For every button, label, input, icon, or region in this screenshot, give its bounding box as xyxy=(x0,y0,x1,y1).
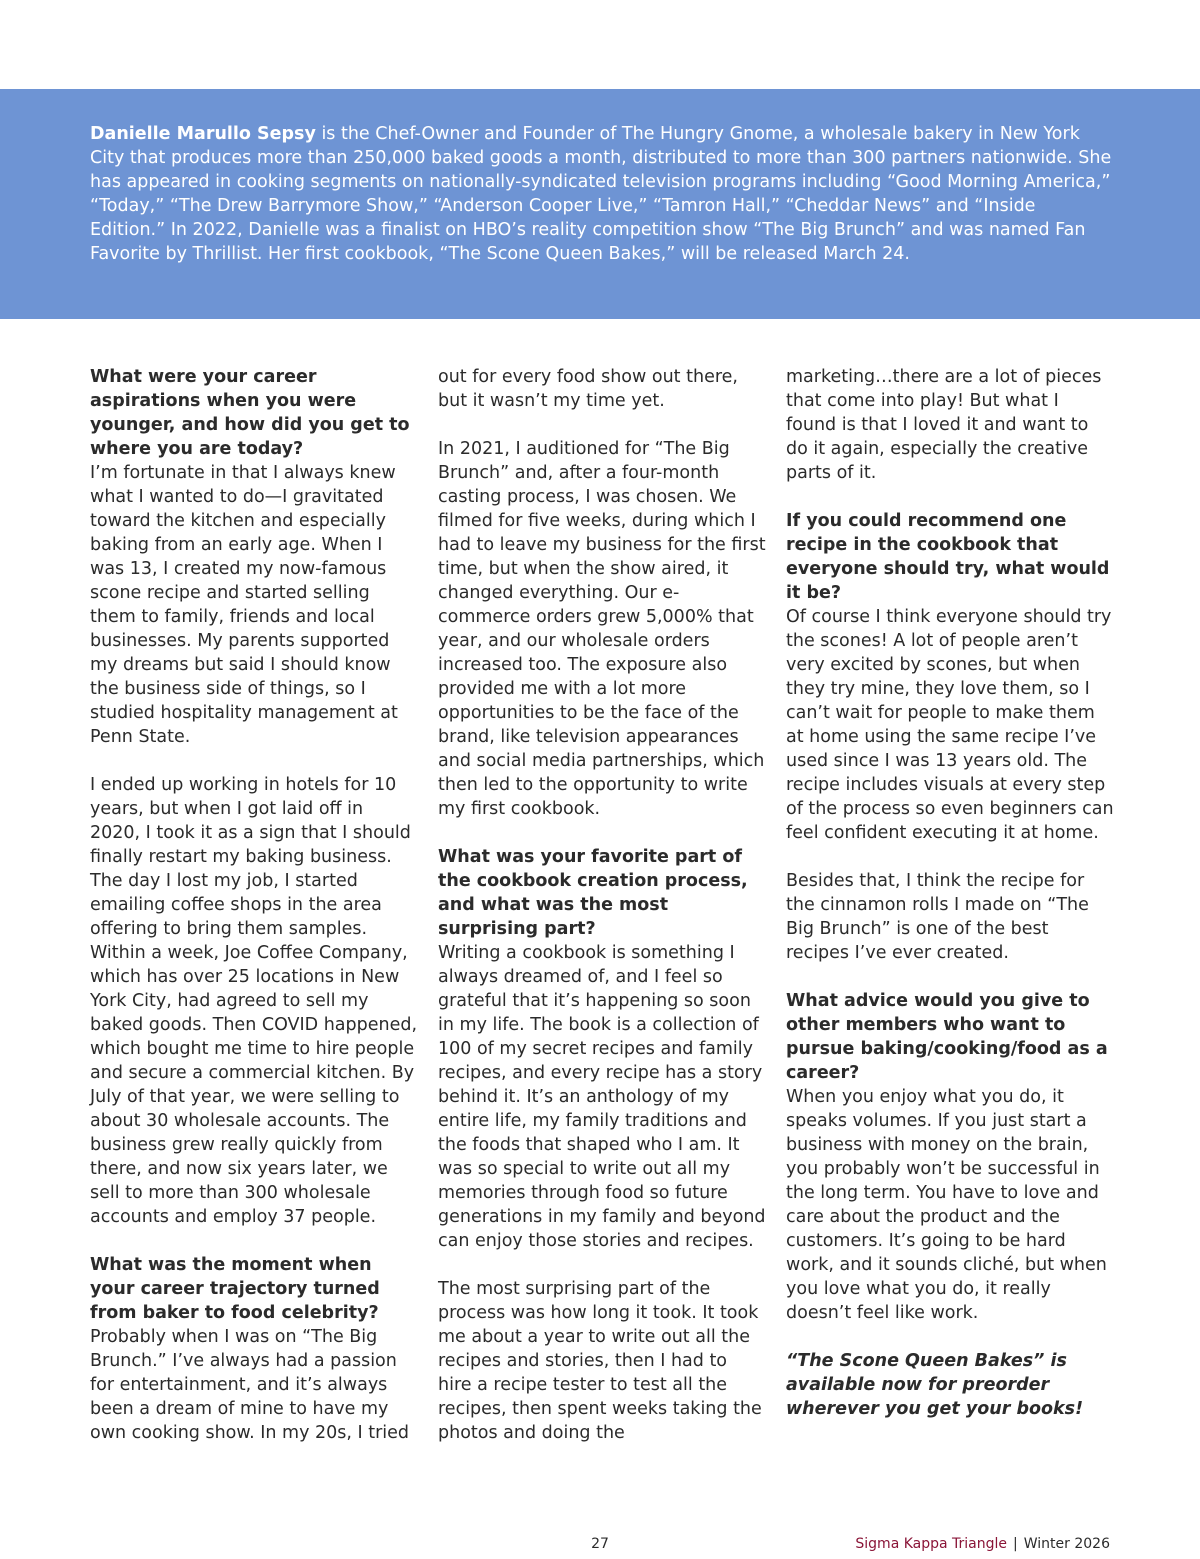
answer-1-paragraph-1: I’m fortunate in that I always knew what I wanted to do—I gravitated toward the kitchen and especially baking from an early age. When I was 13, I created my now-famous scone recipe and started selling them to family, friends and local businesses. My parents supported my dreams but said I should know the business side of things, so I studied hospitality management at Penn State. xyxy=(90,463,398,747)
bio-body: is the Chef-Owner and Founder of The Hungry Gnome, a wholesale bakery in New York City that produces more than 250,000 baked goods a month, distributed to more than 300 partners nationwide. She has appeared in cooking segments on nationally-syndicated television programs including “Good Morning America,” “Today,” “The Drew Barrymore Show,” “Anderson Cooper Live,” “Tamron Hall,” “Cheddar News” and “Inside Edition.” In 2022, Danielle was a finalist on HBO’s reality competition show “The Big Brunch” and was named Fan Favorite by Thrillist. Her first cookbook, “The Scone Queen Bakes,” will be released March 24. xyxy=(90,124,1112,264)
answer-1-paragraph-2: I ended up working in hotels for 10 years, but when I got laid off in 2020, I took it as a sign that I should finally restart my baking business. The day I lost my job, I started emailing coffee shops in the area offering to bring them samples. Within a week, Joe Coffee Company, which has over 25 locations in New York City, had agreed to sell my baked goods. Then COVID happened, which bought me time to hire people and secure a commercial kitchen. By July of that year, we were selling to about 30 wholesale accounts. The business grew really quickly from there, and now six years later, we sell to more than 300 wholesale accounts and employ 37 people. xyxy=(90,775,418,1227)
question-1: What were your career aspirations when you were younger, and how did you get to where you are today? xyxy=(90,367,410,459)
answer-4-paragraph-2: Besides that, I think the recipe for the cinnamon rolls I made on “The Big Brunch” is one of the best recipes I’ve ever created. xyxy=(786,871,1089,963)
answer-3-paragraph-1: Writing a cookbook is something I always dreamed of, and I feel so grateful that it’s happening so soon in my life. The book is a collection of 100 of my secret recipes and family recipes, and every recipe has a story behind it. It’s an anthology of my entire life, my family traditions and the foods that shaped who I am. It was so special to write out all my memories through food so future generations in my family and beyond can enjoy those stories and recipes. xyxy=(438,943,766,1251)
answer-3-paragraph-2-start: The most surprising part of the process was how long it took. It took me about a year to write out all the recipes and stories, then I had to hire a recipe tester to test all the recipes, then spent weeks taking the photos and doing the xyxy=(438,1279,762,1443)
publication-name: Sigma Kappa Triangle xyxy=(855,1536,1008,1552)
column-3 xyxy=(786,365,1114,1421)
column-2 xyxy=(438,365,766,1445)
publication-footer xyxy=(855,1536,1110,1552)
bio-banner xyxy=(0,89,1200,319)
footer-separator: | xyxy=(1013,1536,1018,1552)
answer-2-paragraph-1-end: out for every food show out there, but it wasn’t my time yet. xyxy=(438,367,738,411)
answer-3-paragraph-2-end: marketing…there are a lot of pieces that come into play! But what I found is that I loved it and want to do it again, especially the creative parts of it. xyxy=(786,367,1102,483)
question-5: What advice would you give to other members who want to pursue baking/cooking/food as a career? xyxy=(786,991,1108,1083)
question-4: If you could recommend one recipe in the cookbook that everyone should try, what would it be? xyxy=(786,511,1110,603)
column-1 xyxy=(90,365,418,1445)
issue-label: Winter 2026 xyxy=(1023,1536,1110,1552)
book-promo: “The Scone Queen Bakes” is available now for preorder wherever you get your books! xyxy=(786,1351,1084,1419)
answer-2-paragraph-1-start: Probably when I was on “The Big Brunch.” I’ve always had a passion for entertainment, and it’s always been a dream of mine to have my own cooking show. In my 20s, I tried xyxy=(90,1327,410,1443)
answer-2-paragraph-2: In 2021, I auditioned for “The Big Brunch” and, after a four-month casting process, I was chosen. We filmed for five weeks, during which I had to leave my business for the first time, but when the show aired, it changed everything. Our e-commerce orders grew 5,000% that year, and our wholesale orders increased too. The exposure also provided me with a lot more opportunities to be the face of the brand, like television appearances and social media partnerships, which then led to the opportunity to write my first cookbook. xyxy=(438,439,766,819)
answer-5-paragraph-1: When you enjoy what you do, it speaks volumes. If you just start a business with money on the brain, you probably won’t be successful in the long term. You have to love and care about the product and the customers. It’s going to be hard work, and it sounds cliché, but when you love what you do, it really doesn’t feel like work. xyxy=(786,1087,1107,1323)
question-3: What was your favorite part of the cookbook creation process, and what was the most surprising part? xyxy=(438,847,748,939)
bio-text xyxy=(90,122,1112,266)
answer-4-paragraph-1: Of course I think everyone should try the scones! A lot of people aren’t very excited by scones, but when they try mine, they love them, so I can’t wait for people to make them at home using the same recipe I’ve used since I was 13 years old. The recipe includes visuals at every step of the process so even beginners can feel confident executing it at home. xyxy=(786,607,1114,843)
page-number: 27 xyxy=(591,1536,609,1552)
bio-name: Danielle Marullo Sepsy xyxy=(90,124,316,144)
question-2: What was the moment when your career trajectory turned from baker to food celebrity? xyxy=(90,1255,380,1323)
